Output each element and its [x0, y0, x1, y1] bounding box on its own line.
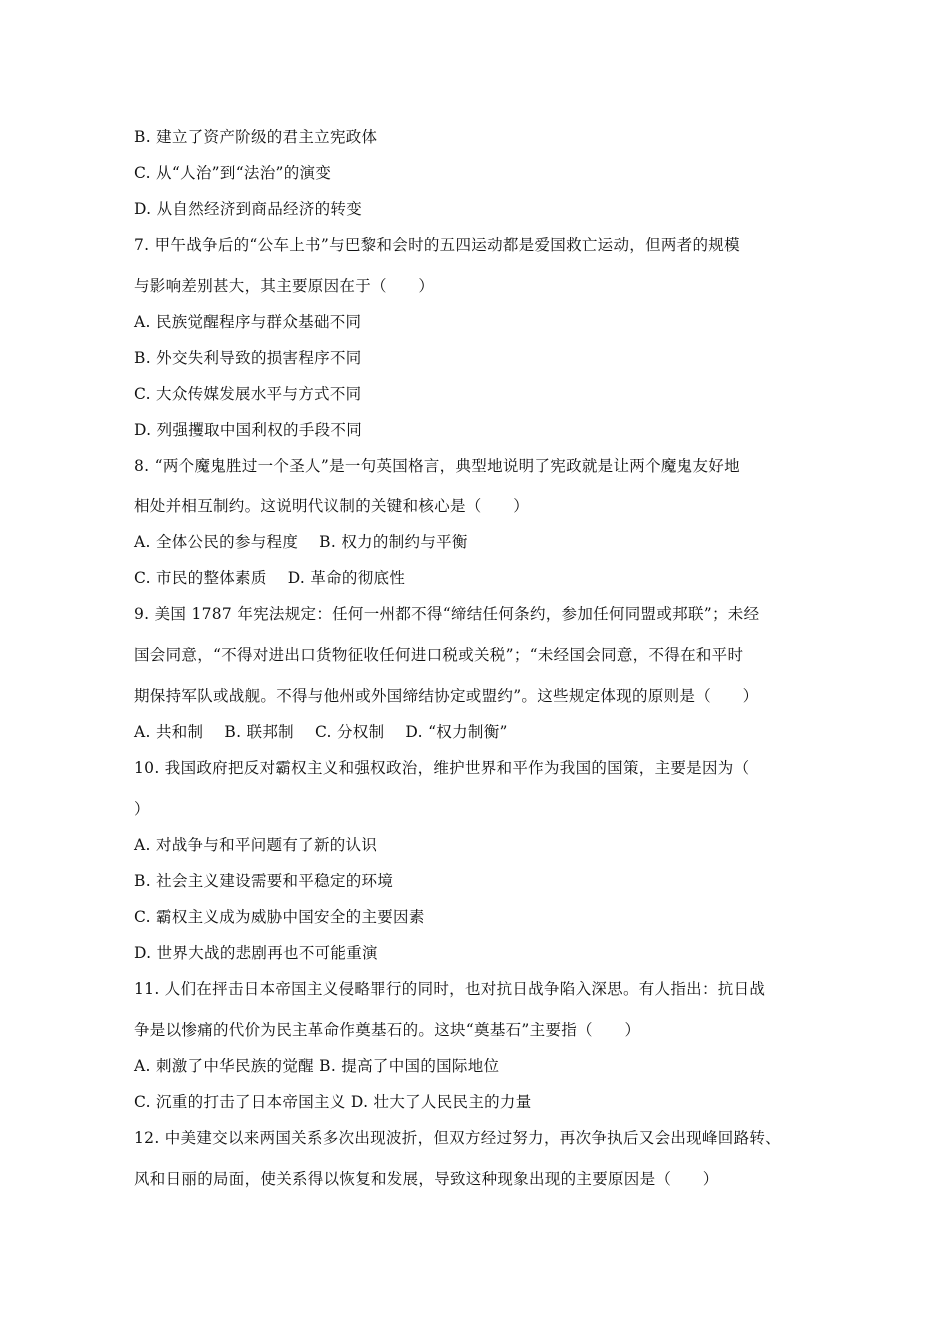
- question-9-line-2: 国会同意，“不得对进出口货物征收任何进口税或关税”；“未经国会同意，不得在和平时: [134, 646, 744, 664]
- option-6b: B. 建立了资产阶级的君主立宪政体: [134, 128, 378, 146]
- option-6d: D. 从自然经济到商品经济的转变: [134, 200, 363, 218]
- option-7d: D. 列强攫取中国利权的手段不同: [134, 421, 363, 439]
- question-11-line-1: 11. 人们在抨击日本帝国主义侵略罪行的同时，也对抗日战争陷入深思。有人指出：抗日战: [134, 980, 766, 998]
- options-8-cd: C. 市民的整体素质 D. 革命的彻底性: [134, 569, 406, 587]
- options-9: A. 共和制 B. 联邦制 C. 分权制 D. “权力制衡”: [134, 723, 508, 741]
- options-8-ab: A. 全体公民的参与程度 B. 权力的制约与平衡: [134, 533, 468, 551]
- question-10-line-1: 10. 我国政府把反对霸权主义和强权政治，维护世界和平作为我国的国策，主要是因为（: [134, 759, 750, 777]
- options-11-cd: C. 沉重的打击了日本帝国主义 D. 壮大了人民民主的力量: [134, 1093, 532, 1111]
- option-10c: C. 霸权主义成为威胁中国安全的主要因素: [134, 908, 425, 926]
- question-8-line-2: 相处并相互制约。这说明代议制的关键和核心是（ ）: [134, 497, 530, 515]
- option-7a: A. 民族觉醒程序与群众基础不同: [134, 313, 362, 331]
- question-12-line-2: 风和日丽的局面，使关系得以恢复和发展，导致这种现象出现的主要原因是（ ）: [134, 1170, 719, 1188]
- question-10-line-2: ）: [134, 800, 150, 818]
- option-7c: C. 大众传媒发展水平与方式不同: [134, 385, 362, 403]
- option-7b: B. 外交失利导致的损害程序不同: [134, 349, 362, 367]
- option-10d: D. 世界大战的悲剧再也不可能重演: [134, 944, 378, 962]
- option-10b: B. 社会主义建设需要和平稳定的环境: [134, 872, 394, 890]
- question-12-line-1: 12. 中美建交以来两国关系多次出现波折，但双方经过努力，再次争执后又会出现峰回路转、: [134, 1129, 781, 1147]
- question-9-line-1: 9. 美国 1787 年宪法规定：任何一州都不得“缔结任何条约，参加任何同盟或邦联”；未经: [134, 605, 760, 623]
- options-11-ab: A. 刺激了中华民族的觉醒 B. 提高了中国的国际地位: [134, 1057, 500, 1075]
- option-6c: C. 从“人治”到“法治”的演变: [134, 164, 332, 182]
- question-7-line-1: 7. 甲午战争后的“公车上书”与巴黎和会时的五四运动都是爱国救亡运动，但两者的规模: [134, 236, 740, 254]
- question-8-line-1: 8. “两个魔鬼胜过一个圣人”是一句英国格言，典型地说明了宪政就是让两个魔鬼友好地: [134, 457, 740, 475]
- option-10a: A. 对战争与和平问题有了新的认识: [134, 836, 378, 854]
- question-9-line-3: 期保持军队或战舰。不得与他州或外国缔结协定或盟约”。这些规定体现的原则是（ ）: [134, 687, 759, 705]
- question-7-line-2: 与影响差别甚大，其主要原因在于（ ）: [134, 277, 435, 295]
- question-11-line-2: 争是以惨痛的代价为民主革命作奠基石的。这块“奠基石”主要指（ ）: [134, 1021, 641, 1039]
